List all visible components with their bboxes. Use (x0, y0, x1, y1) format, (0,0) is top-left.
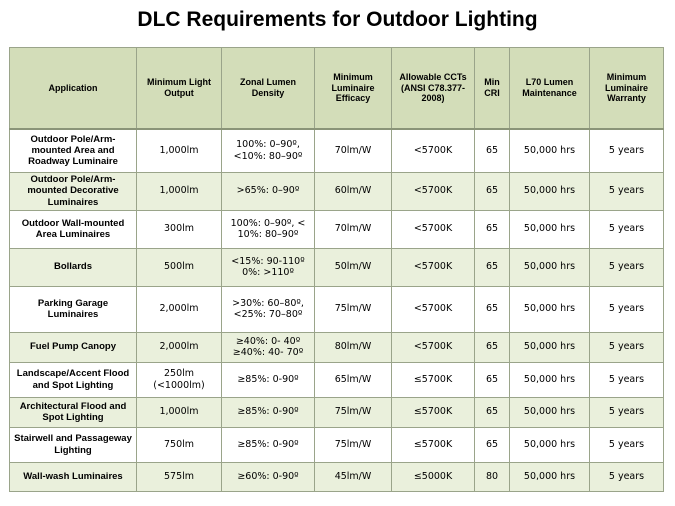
cell-cct: ≤5700K (392, 397, 475, 427)
cell-light-output: 1,000lm (137, 172, 222, 210)
table-row (10, 210, 664, 248)
cell-cct: <5700K (392, 286, 475, 332)
cell-application: Outdoor Pole/Arm-mounted Area and Roadway Luminaire (10, 129, 137, 172)
cell-efficacy: 70lm/W (315, 210, 392, 248)
cell-light-output: 2,000lm (137, 286, 222, 332)
cell-zonal-density: ≥85%: 0-90º (222, 397, 315, 427)
header-efficacy: Minimum Luminaire Efficacy (315, 48, 392, 130)
cell-light-output: 1,000lm (137, 397, 222, 427)
cell-zonal-density: >65%: 0–90º (222, 172, 315, 210)
cell-l70: 50,000 hrs (510, 397, 590, 427)
cell-cct: <5700K (392, 210, 475, 248)
cell-light-output: 500lm (137, 248, 222, 286)
table-row (10, 129, 664, 172)
cell-cct: <5700K (392, 129, 475, 172)
cell-zonal-density: ≥85%: 0-90º (222, 362, 315, 397)
header-l70: L70 Lumen Maintenance (510, 48, 590, 130)
cell-efficacy: 75lm/W (315, 286, 392, 332)
cell-warranty: 5 years (590, 397, 664, 427)
cell-warranty: 5 years (590, 248, 664, 286)
cell-cri: 65 (475, 397, 510, 427)
cell-cri: 65 (475, 248, 510, 286)
cell-cri: 65 (475, 362, 510, 397)
cell-l70: 50,000 hrs (510, 462, 590, 491)
cell-light-output: 2,000lm (137, 332, 222, 362)
cell-warranty: 5 years (590, 362, 664, 397)
cell-warranty: 5 years (590, 286, 664, 332)
cell-l70: 50,000 hrs (510, 248, 590, 286)
cell-application: Outdoor Pole/Arm-mounted Decorative Luminaires (10, 172, 137, 210)
cell-application: Wall-wash Luminaires (10, 462, 137, 491)
cell-efficacy: 70lm/W (315, 129, 392, 172)
cell-cct: ≤5000K (392, 462, 475, 491)
cell-light-output: 750lm (137, 427, 222, 462)
cell-cri: 65 (475, 427, 510, 462)
cell-cri: 80 (475, 462, 510, 491)
cell-light-output: 300lm (137, 210, 222, 248)
cell-cct: ≤5700K (392, 427, 475, 462)
cell-warranty: 5 years (590, 332, 664, 362)
cell-efficacy: 60lm/W (315, 172, 392, 210)
cell-cri: 65 (475, 129, 510, 172)
cell-l70: 50,000 hrs (510, 129, 590, 172)
cell-application: Landscape/Accent Flood and Spot Lighting (10, 362, 137, 397)
cell-application: Parking Garage Luminaires (10, 286, 137, 332)
cell-application: Bollards (10, 248, 137, 286)
table-row (10, 248, 664, 286)
cell-l70: 50,000 hrs (510, 286, 590, 332)
cell-zonal-density: ≥40%: 0- 40º ≥40%: 40- 70º (222, 332, 315, 362)
cell-cri: 65 (475, 172, 510, 210)
cell-application: Outdoor Wall-mounted Area Luminaires (10, 210, 137, 248)
cell-zonal-density: ≥85%: 0-90º (222, 427, 315, 462)
cell-efficacy: 45lm/W (315, 462, 392, 491)
cell-efficacy: 50lm/W (315, 248, 392, 286)
header-cri: Min CRI (475, 48, 510, 130)
cell-efficacy: 80lm/W (315, 332, 392, 362)
header-zonal-density: Zonal Lumen Density (222, 48, 315, 130)
cell-zonal-density: >30%: 60–80º, <25%: 70–80º (222, 286, 315, 332)
requirements-table (9, 47, 664, 492)
cell-zonal-density: 100%: 0–90º, < 10%: 80–90º (222, 210, 315, 248)
cell-cct: <5700K (392, 172, 475, 210)
cell-warranty: 5 years (590, 172, 664, 210)
cell-zonal-density: ≥60%: 0-90º (222, 462, 315, 491)
cell-light-output: 1,000lm (137, 129, 222, 172)
header-warranty: Minimum Luminaire Warranty (590, 48, 664, 130)
table-row (10, 362, 664, 397)
cell-cct: <5700K (392, 248, 475, 286)
table-row (10, 397, 664, 427)
header-row (10, 48, 664, 130)
cell-l70: 50,000 hrs (510, 362, 590, 397)
table-row (10, 462, 664, 491)
cell-l70: 50,000 hrs (510, 427, 590, 462)
cell-efficacy: 65lm/W (315, 362, 392, 397)
header-application: Application (10, 48, 137, 130)
cell-application: Stairwell and Passageway Lighting (10, 427, 137, 462)
table-row (10, 427, 664, 462)
cell-l70: 50,000 hrs (510, 332, 590, 362)
cell-cct: ≤5700K (392, 362, 475, 397)
slide-title: DLC Requirements for Outdoor Lighting (137, 8, 538, 31)
table-row (10, 286, 664, 332)
cell-zonal-density: <15%: 90-110º 0%: >110º (222, 248, 315, 286)
cell-warranty: 5 years (590, 210, 664, 248)
cell-warranty: 5 years (590, 427, 664, 462)
cell-warranty: 5 years (590, 129, 664, 172)
cell-application: Architectural Flood and Spot Lighting (10, 397, 137, 427)
header-cct: Allowable CCTs (ANSI C78.377-2008) (392, 48, 475, 130)
cell-cct: <5700K (392, 332, 475, 362)
cell-l70: 50,000 hrs (510, 172, 590, 210)
cell-l70: 50,000 hrs (510, 210, 590, 248)
cell-light-output: 250lm (<1000lm) (137, 362, 222, 397)
cell-cri: 65 (475, 210, 510, 248)
cell-warranty: 5 years (590, 462, 664, 491)
table-row (10, 172, 664, 210)
cell-efficacy: 75lm/W (315, 427, 392, 462)
cell-cri: 65 (475, 332, 510, 362)
cell-application: Fuel Pump Canopy (10, 332, 137, 362)
cell-zonal-density: 100%: 0–90º, <10%: 80–90º (222, 129, 315, 172)
cell-light-output: 575lm (137, 462, 222, 491)
cell-cri: 65 (475, 286, 510, 332)
header-light-output: Minimum Light Output (137, 48, 222, 130)
table-row (10, 332, 664, 362)
cell-efficacy: 75lm/W (315, 397, 392, 427)
